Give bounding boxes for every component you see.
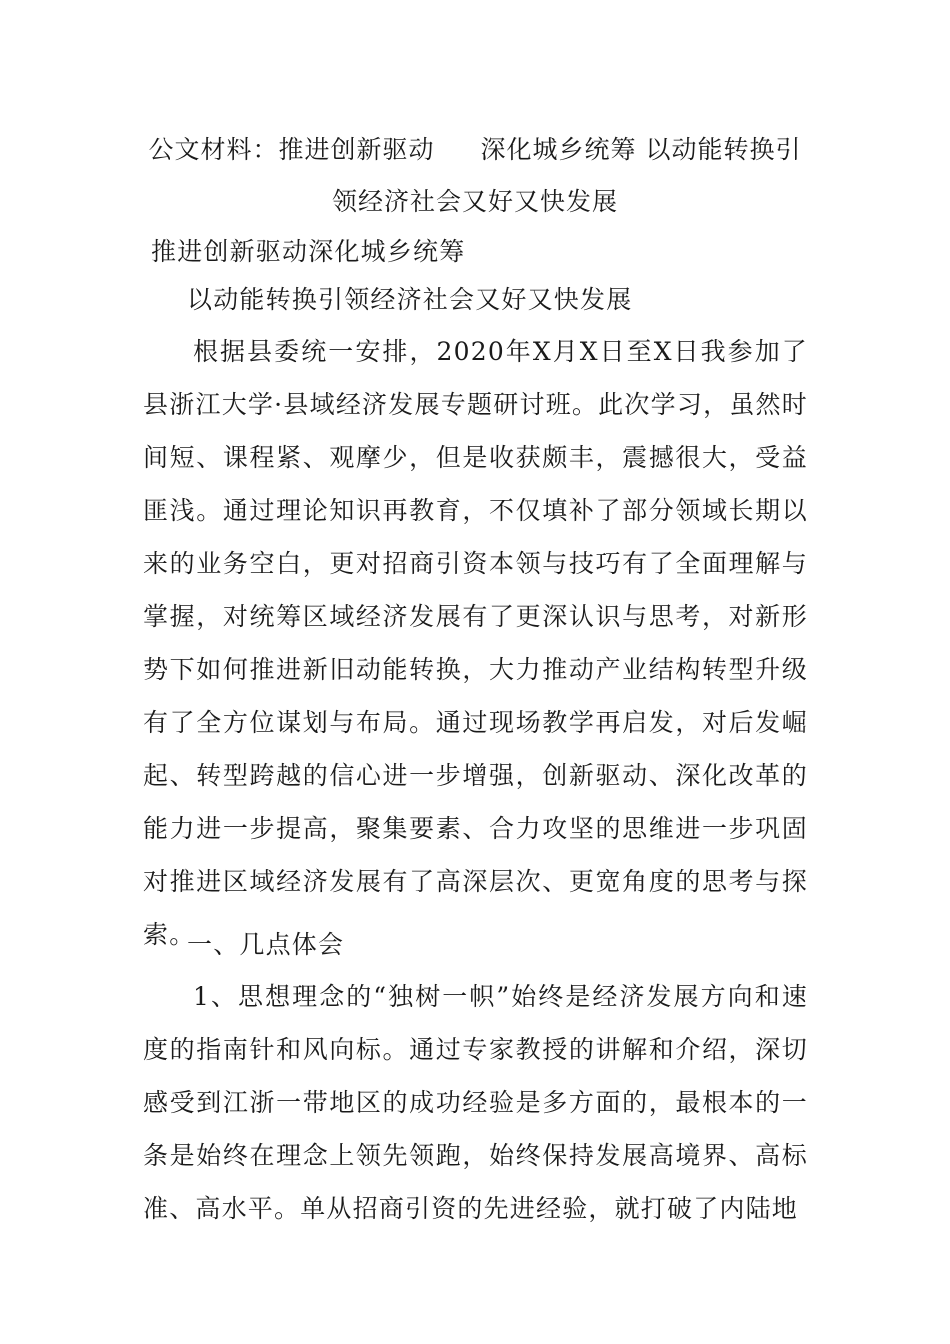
section-heading-1: 一、几点体会 xyxy=(187,930,345,959)
title-part-2: 深化城乡统筹 以动能转换引 xyxy=(480,135,802,164)
title-part-1: 公文材料：推进创新驱动 xyxy=(148,135,435,164)
subtitle-2: 以动能转换引领经济社会又好又快发展 xyxy=(187,285,633,314)
title-line-1 xyxy=(140,124,810,176)
paragraph-intro: 根据县委统一安排，2020年X月X日至X日我参加了县浙江大学·县域经济发展专题研讨班。此次学习，虽然时间短、课程紧、观摩少，但是收获颇丰，震撼很大，受益匪浅。通过理论知识再教育，不仅填补了部分领域长期以来的业务空白，更对招商引资本领与技巧有了全面理解与掌握，对统筹区域经济发展有了更深认识与思考，对新形势下如何推进新旧动能转换，大力推动产业结构转型升级有了全方位谋划与布局。通过现场教学再启发，对后发崛起、转型跨越的信心进一步增强，创新驱动、深化改革的能力进一步提高，聚集要素、合力攻坚的思维进一步巩固对推进区域经济发展有了高深层次、更宽角度的思考与探索。 xyxy=(143,337,808,949)
subtitle-1: 推进创新驱动深化城乡统筹 xyxy=(151,237,466,266)
document-title xyxy=(140,124,810,228)
title-line-2: 领经济社会又好又快发展 xyxy=(331,187,618,216)
paragraph-point-1: 1、思想理念的“独树一帜”始终是经济发展方向和速度的指南针和风向标。通过专家教授的讲解和介绍，深切感受到江浙一带地区的成功经验是多方面的，最根本的一条是始终在理念上领先领跑，始终保持发展高境界、高标准、高水平。单从招商引资的先进经验，就打破了内陆地 xyxy=(143,982,808,1223)
